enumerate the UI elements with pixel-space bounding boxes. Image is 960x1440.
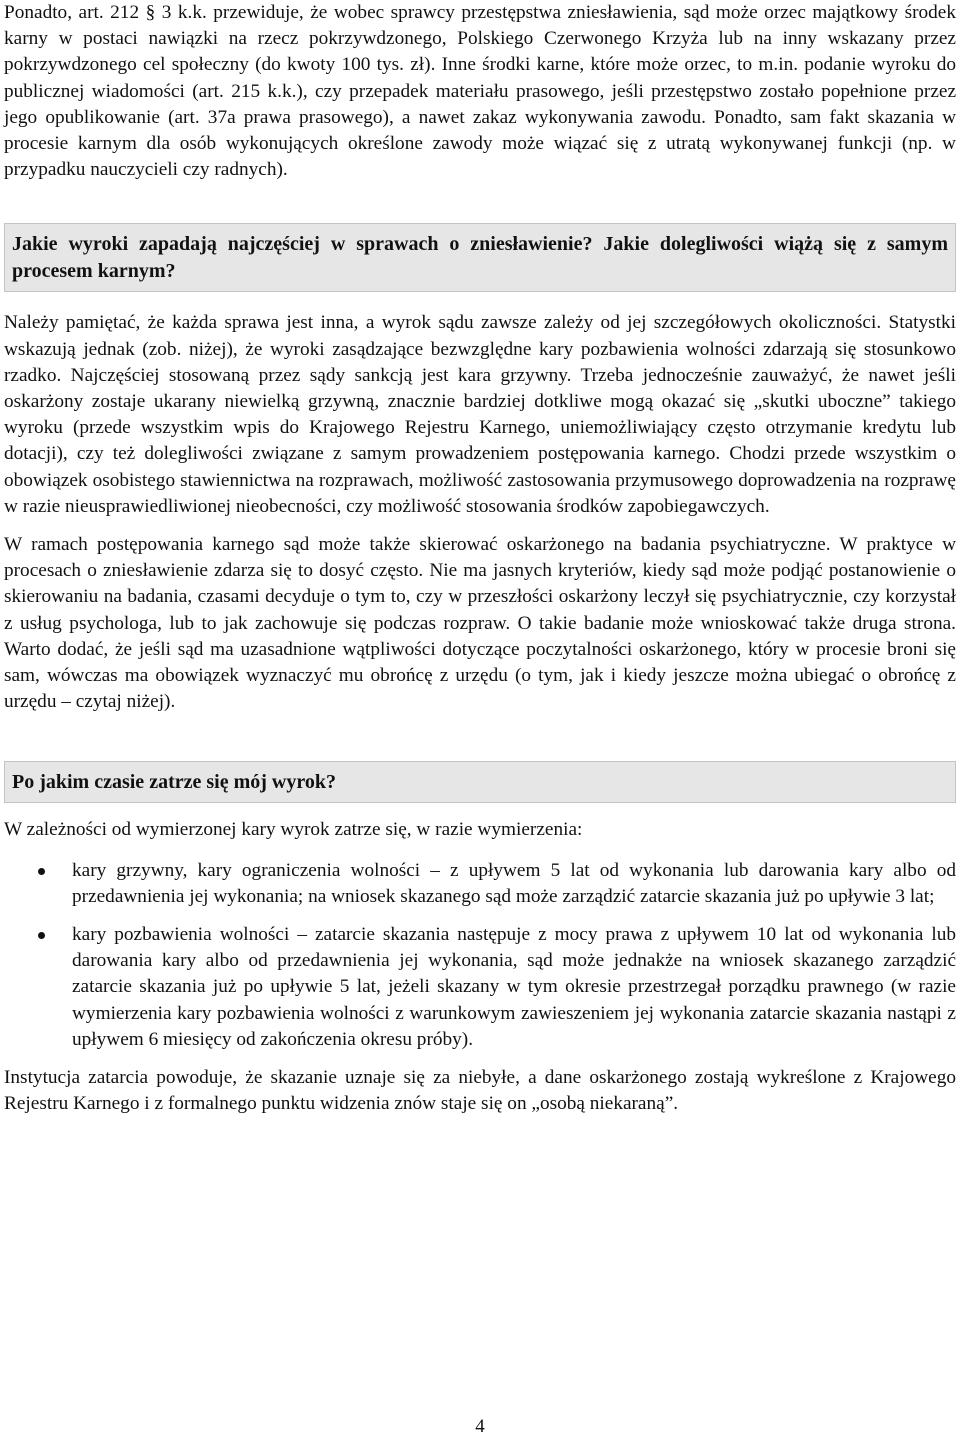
section-heading-sentences: Jakie wyroki zapadają najczęściej w sprawach o zniesławienie? Jakie dolegliwości wiążą się z samym procesem karnym? bbox=[4, 223, 956, 292]
list-item bbox=[4, 922, 956, 1053]
bullet-icon bbox=[38, 932, 45, 939]
bullet-icon bbox=[38, 868, 45, 875]
list-item bbox=[4, 858, 956, 910]
section-heading-expungement: Po jakim czasie zatrze się mój wyrok? bbox=[4, 761, 956, 803]
intro-paragraph: Ponadto, art. 212 § 3 k.k. przewiduje, że wobec sprawcy przestępstwa zniesławienia, sąd może orzec majątkowy środek karny w postaci nawiązki na rzecz pokrzywdzonego, Polskiego Czerwonego Krzyża lub na inny wskazany przez pokrzywdzonego cel społeczny (do kwoty 100 tys. zł). Inne środki karne, które może orzec, to m.in. podanie wyroku do publicznej wiadomości (art. 215 k.k.), czy przepadek materiału prasowego, jeśli przestępstwo zostało popełnione przez jego opublikowanie (art. 37a prawa prasowego), a nawet zakaz wykonywania zawodu. Ponadto, sam fakt skazania w procesie karnym dla osób wykonujących określone zawody może wiązać się z utratą wykonywanej funkcji (np. w przypadku nauczycieli czy radnych). bbox=[4, 2, 956, 181]
section2-lead: W zależności od wymierzonej kary wyrok zatrze się, w razie wymierzenia: bbox=[4, 819, 583, 841]
penalty-list bbox=[4, 858, 956, 1053]
list-item-text: kary grzywny, kary ograniczenia wolności – z upływem 5 lat od wykonania lub darowania kary albo od przedawnienia jej wykonania; na wniosek skazanego sąd może zarządzić zatarcie skazania już po upływie 3 lat; bbox=[72, 859, 956, 907]
page-number: 4 bbox=[475, 1416, 485, 1437]
section2-closing: Instytucja zatarcia powoduje, że skazanie uznaje się za niebyłe, a dane oskarżonego zostają wykreślone z Krajowego Rejestru Karnego i z formalnego punktu widzenia znów staje się on „osobą niekaraną”. bbox=[4, 1067, 956, 1115]
list-item-text: kary pozbawienia wolności – zatarcie skazania następuje z mocy prawa z upływem 10 lat od wykonania lub darowania kary albo od przedawnienia jej wykonania, sąd może jednakże na wniosek skazanego zarządzić zatarcie skazania już po upływie 5 lat, jeżeli skazany w tym okresie przestrzegał porządku prawnego (w razie wymierzenia kary pozbawienia wolności z warunkowym zawieszeniem jej wykonania zatarcie skazania nastąpi z upływem 6 miesięcy od zakończenia okresu próby). bbox=[72, 924, 956, 1050]
section1-paragraph-2: W ramach postępowania karnego sąd może także skierować oskarżonego na badania psychiatryczne. W praktyce w procesach o zniesławienie zdarza się to dosyć często. Nie ma jasnych kryteriów, kiedy sąd może podjąć postanowienie o skierowaniu na badania, czasami decyduje o tym to, czy w przeszłości oskarżony leczył się psychiatrycznie, czy korzystał z usług psychologa, lub to jak zachowuje się podczas rozpraw. O takie badanie może wnioskować także druga strona. Warto dodać, że jeśli sąd ma uzasadnione wątpliwości dotyczące poczytalności oskarżonego, który w procesie broni się sam, wówczas ma obowiązek wyznaczyć mu obrońcę z urzędu (o tym, jak i kiedy jeszcze można ubiegać o obrońcę z urzędu – czytaj niżej). bbox=[4, 534, 956, 713]
section1-paragraph-1: Należy pamiętać, że każda sprawa jest inna, a wyrok sądu zawsze zależy od jej szczegółowych okoliczności. Statystki wskazują jednak (zob. niżej), że wyroki zasądzające bezwzględne kary pozbawienia wolności zdarzają się stosunkowo rzadko. Najczęściej stosowaną przez sądy sankcją jest kara grzywny. Trzeba jednocześnie zauważyć, że nawet jeśli oskarżony zostaje ukarany niewielką grzywną, znacznie bardziej dotkliwe mogą okazać się „skutki uboczne” takiego wyroku (przede wszystkim wpis do Krajowego Rejestru Karnego, uniemożliwiający często otrzymanie kredytu lub dotacji), czy też dolegliwości związane z samym prowadzeniem postępowania karnego. Chodzi przede wszystkim o obowiązek osobistego stawiennictwa na rozprawach, możliwość zastosowania przymusowego doprowadzenia na rozprawę w razie nieusprawiedliwionej nieobecności, czy możliwość stosowania środków zapobiegawczych. bbox=[4, 312, 956, 517]
